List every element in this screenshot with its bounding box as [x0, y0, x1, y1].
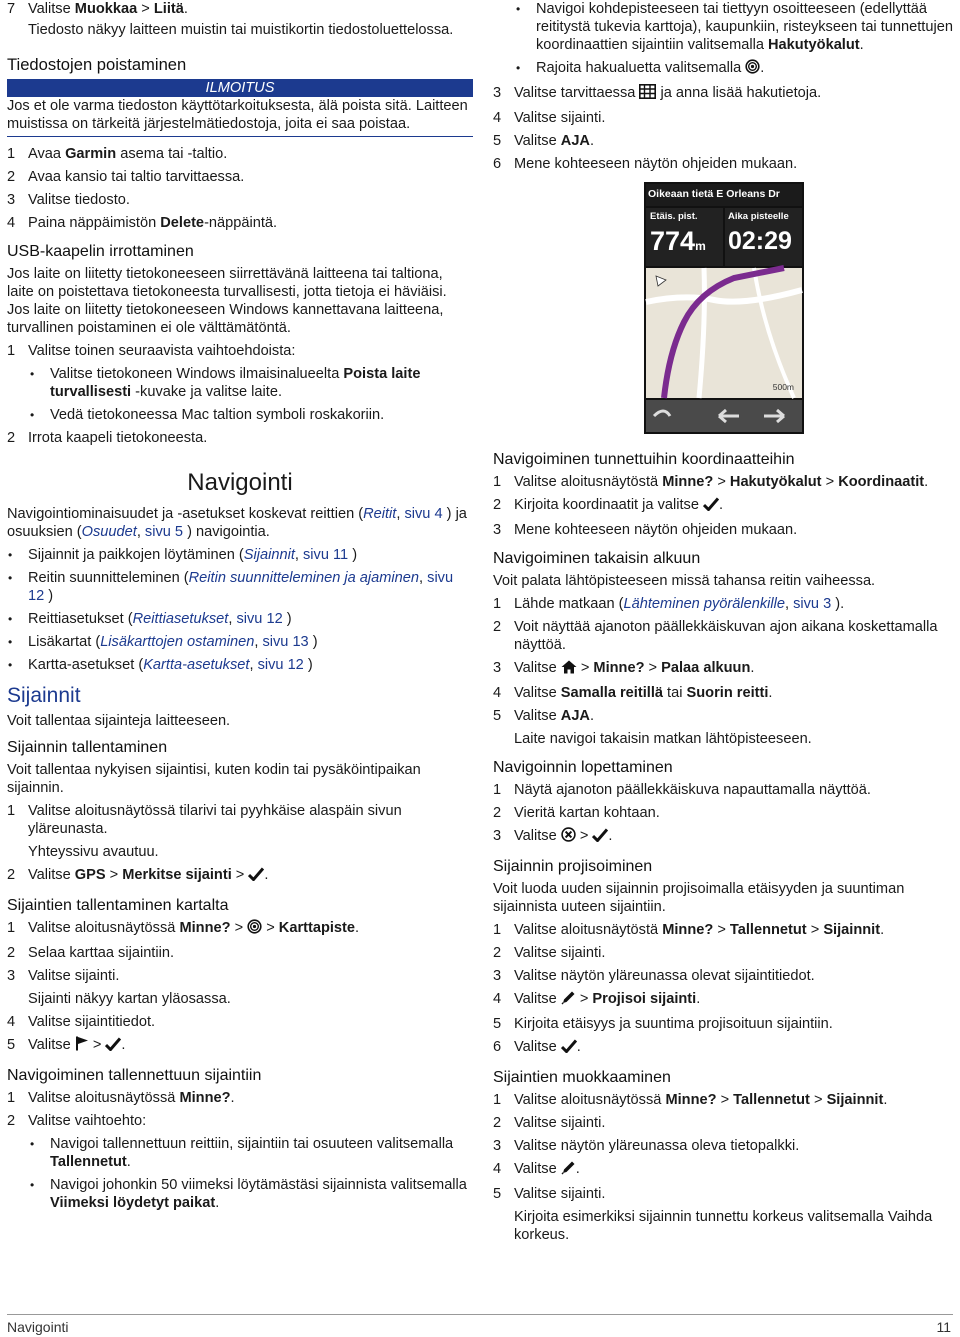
page-link[interactable]: sivu 11: [303, 547, 349, 563]
step-number: 3: [493, 828, 502, 844]
distance-value: 774: [650, 226, 696, 256]
section-heading: Sijaintien muokkaaminen: [493, 1069, 671, 1086]
link-reitit[interactable]: Reitit: [363, 506, 397, 522]
proj-step-2: [493, 944, 953, 962]
text: Reittiasetukset (: [28, 611, 133, 627]
text: ,: [396, 506, 405, 522]
step-number: 2: [493, 945, 502, 961]
text: Kirjoita koordinaatit ja valitse: [514, 497, 703, 513]
section-heading: Navigoiminen takaisin alkuun: [493, 550, 701, 567]
text: >: [713, 474, 730, 490]
text: Sijainnit ja paikkojen löytäminen (: [28, 547, 244, 563]
text: Vedä tietokoneessa Mac taltion symboli roskakoriin.: [50, 407, 385, 423]
step-5: [493, 132, 953, 150]
page-link[interactable]: sivu 12: [236, 611, 283, 627]
coord-step-2: [493, 496, 953, 516]
back-step-4: [493, 684, 953, 702]
home-icon: [561, 660, 577, 679]
check-icon: [248, 867, 264, 886]
text: Lähde matkaan (: [514, 596, 624, 612]
text: Mene kohteeseen näytön ohjeiden mukaan.: [514, 522, 798, 538]
step-note: Sijainti näkyy kartan yläosassa.: [28, 991, 231, 1007]
page-link[interactable]: sivu 12: [28, 570, 454, 604]
cross-ref-link[interactable]: Lähteminen pyörälenkille: [623, 596, 785, 612]
paragraph: Voit tallentaa nykyisen sijaintisi, kuten kodin tai pysäköintipaikan sijainnin.: [7, 762, 421, 796]
delete-step-2: [7, 168, 473, 186]
text: Valitse aloitusnäytössä: [514, 1092, 666, 1108]
text: .: [575, 1161, 580, 1177]
step-number: 6: [493, 156, 502, 172]
text: Viimeksi löydetyt paikat: [50, 1195, 216, 1211]
text: >: [809, 1092, 827, 1108]
section-heading: Navigoinnin lopettaminen: [493, 759, 673, 776]
text: >: [821, 474, 839, 490]
text: Paina näppäimistön: [28, 215, 161, 231]
step-number: 1: [493, 922, 502, 938]
text: Valitse toinen seuraavista vaihtoehdoista:: [28, 343, 296, 359]
text: Palaa alkuun: [661, 660, 751, 676]
text: .: [768, 685, 773, 701]
step-number: 3: [493, 660, 502, 676]
section-heading: Navigoiminen tunnettuihin koordinaatteihin: [493, 451, 795, 468]
unit: m: [695, 239, 706, 253]
delete-step-1: [7, 145, 473, 163]
text: Valitse: [28, 1, 75, 17]
page-link[interactable]: sivu 4: [404, 506, 443, 522]
text: Reitin suunnitteleminen (: [28, 570, 189, 586]
link-osuudet[interactable]: Osuudet: [81, 524, 137, 540]
right-column: [493, 0, 953, 1249]
step-number: 5: [493, 708, 502, 724]
text: Voit näyttää ajanoton päällekkäiskuvan ajon aikana koskettamalla näyttöä.: [514, 619, 938, 653]
close-circle-icon: [561, 827, 576, 847]
text: Mene kohteeseen näytön ohjeiden mukaan.: [514, 156, 798, 172]
step-number: 3: [7, 192, 16, 208]
step-number: 3: [493, 85, 502, 101]
text: Valitse näytön yläreunassa olevat sijaintitiedot.: [514, 968, 815, 984]
text: .: [183, 1, 188, 17]
step-number: 4: [493, 685, 502, 701]
text: Minne?: [665, 1092, 717, 1108]
text: .: [608, 828, 613, 844]
section-title: Sijainnit: [7, 684, 81, 707]
text: Irrota kaapeli tietokoneesta.: [28, 430, 208, 446]
text: Valitse sijainti.: [28, 968, 120, 984]
text: Valitse näytön yläreunassa oleva tietopalkki.: [514, 1138, 800, 1154]
edit-step-5: [493, 1185, 953, 1203]
text: Minne?: [662, 474, 714, 490]
text: Minne?: [593, 660, 645, 676]
device-screenshot: [644, 182, 804, 434]
text: Valitse tarvittaessa: [514, 85, 640, 101]
text: Rajoita hakualuetta valitsemalla: [536, 60, 746, 76]
check-icon: [561, 1039, 577, 1058]
text: Hakutyökalut: [768, 37, 860, 53]
step-number: 2: [7, 945, 16, 961]
text: Karttapiste: [278, 920, 356, 936]
back-step-3: [493, 659, 953, 679]
proj-step-4: [493, 990, 953, 1010]
step-number: 1: [493, 782, 502, 798]
turn-banner: Oikeaan tietä E Orleans Dr: [648, 188, 780, 200]
step-number: 4: [7, 215, 16, 231]
list-item: • Kartta-asetukset (Kartta-asetukset, sivu 12 ): [7, 656, 473, 674]
page-link[interactable]: sivu 13: [262, 634, 309, 650]
step-7: [7, 0, 473, 18]
paragraph: Voit tallentaa sijainteja laitteeseen.: [7, 713, 231, 729]
field-label: Etäis. pist.: [650, 211, 698, 222]
coord-step-1: [493, 473, 953, 491]
text: Valitse: [514, 1161, 561, 1177]
text: Sijainnit: [823, 922, 881, 938]
cross-ref-link[interactable]: Reittiasetukset: [132, 611, 229, 627]
edit-step-4: [493, 1160, 953, 1180]
paragraph: Voit luoda uuden sijainnin projisoimalla etäisyyden ja suuntiman sijainnista uuteen sijaintiin.: [493, 881, 905, 915]
section-heading: Sijainnin projisoiminen: [493, 858, 653, 875]
list-item: • Sijainnit ja paikkojen löytäminen (Sijainnit, sivu 11 ): [7, 546, 473, 564]
text: Valitse aloitusnäytössä: [28, 1090, 180, 1106]
step-number: 2: [493, 497, 502, 513]
text: tai: [663, 685, 687, 701]
map-step-2: [7, 944, 473, 962]
field-value: [650, 226, 706, 261]
notice-text: Jos et ole varma tiedoston käyttötarkoituksesta, älä poista sitä. Laitteen muistissa on tärkeitä järjestelmätiedostoja, joita ei saa poistaa.: [7, 98, 468, 132]
list-item: [7, 406, 473, 424]
step-number: 7: [7, 1, 16, 17]
text: .: [576, 1039, 581, 1055]
footer-section: Navigointi: [7, 1319, 69, 1335]
step-number: 2: [7, 169, 16, 185]
text: >: [231, 867, 249, 883]
step-number: 6: [493, 1039, 502, 1055]
text: Valitse: [514, 133, 561, 149]
text: -kuvake ja valitse laite.: [131, 384, 282, 400]
coord-step-3: [493, 521, 953, 539]
text: Tallennetut: [50, 1154, 127, 1170]
text: Minne?: [179, 920, 231, 936]
pencil-icon: [561, 990, 576, 1010]
text: .: [760, 60, 765, 76]
text: ,: [136, 524, 145, 540]
text: >: [806, 922, 824, 938]
text: Valitse sijainti.: [514, 1186, 606, 1202]
step-number: 2: [7, 430, 16, 446]
step-note: Yhteyssivu avautuu.: [28, 844, 159, 860]
text: Muokkaa: [74, 1, 138, 17]
text: .: [924, 474, 929, 490]
text: Valitse sijainti.: [514, 110, 606, 126]
page-link[interactable]: sivu 3: [793, 596, 832, 612]
section-heading: Sijaintien tallentaminen kartalta: [7, 897, 229, 914]
text: Koordinaatit: [838, 474, 925, 490]
step-number: 1: [493, 596, 502, 612]
text: ): [308, 634, 318, 650]
edit-step-3: [493, 1137, 953, 1155]
step-number: 2: [493, 805, 502, 821]
text: Valitse sijainti.: [514, 945, 606, 961]
back-step-5: [493, 707, 953, 725]
step-note: Laite navigoi takaisin matkan lähtöpisteeseen.: [514, 731, 812, 747]
step-number: 1: [7, 343, 16, 359]
text: >: [105, 867, 123, 883]
text: >: [575, 828, 593, 844]
text: Projisoi sijainti: [592, 991, 697, 1007]
text: ) ja osuuksien (: [7, 506, 467, 540]
text: Poista laite turvallisesti: [50, 366, 421, 400]
text: Tallennetut: [733, 1092, 810, 1108]
text: Hakutyökalut: [729, 474, 822, 490]
step-number: 5: [493, 1016, 502, 1032]
text: Kartta-asetukset (: [28, 657, 144, 673]
paragraph: Jos laite on liitetty tietokoneeseen siirrettävänä laitteena tai taltiona, laite on poistettava tietokoneesta turvallisesti, jotta tietoja ei häviäisi. Jos laite on liitetty tietokoneeseen Windows kannettavana laitteena, turvallinen poistaminen ei ole välttämätöntä.: [7, 266, 447, 336]
saved-step-2: [7, 1112, 473, 1130]
step-number: 3: [493, 1138, 502, 1154]
step-number: 2: [493, 619, 502, 635]
edit-step-2: [493, 1114, 953, 1132]
text: Selaa karttaa sijaintiin.: [28, 945, 175, 961]
text: Avaa: [28, 146, 66, 162]
text: ): [303, 657, 313, 673]
save-step-1: [7, 802, 473, 838]
delete-step-4: [7, 214, 473, 232]
text: >: [88, 1037, 106, 1053]
usb-step-1: [7, 342, 473, 360]
text: Navigoi tallennettuun reittiin, sijaintiin tai osuuteen valitsemalla: [50, 1136, 454, 1152]
text: .: [355, 920, 360, 936]
text: Valitse: [514, 685, 561, 701]
text: .: [883, 1092, 888, 1108]
text: Valitse: [514, 708, 561, 724]
proj-step-3: [493, 967, 953, 985]
text: .: [750, 660, 755, 676]
list-item: [7, 1135, 473, 1171]
text: -näppäintä.: [204, 215, 278, 231]
step-number: 2: [7, 867, 16, 883]
step-note: Tiedosto näkyy laitteen muistin tai muistikortin tiedostoluettelossa.: [28, 22, 454, 38]
check-icon: [703, 497, 719, 516]
cross-ref-link[interactable]: Sijainnit: [243, 547, 295, 563]
text: ).: [831, 596, 845, 612]
text: .: [121, 1037, 126, 1053]
text: >: [713, 922, 730, 938]
target-icon: [247, 919, 262, 939]
field-label: Aika pisteelle: [728, 211, 789, 222]
text: Avaa kansio tai taltio tarvittaessa.: [28, 169, 245, 185]
text: Valitse tietokoneen Windows ilmaisinalueelta: [50, 366, 344, 382]
text: Valitse: [514, 1039, 561, 1055]
text: Näytä ajanoton päällekkäiskuva napauttamalla näyttöä.: [514, 782, 871, 798]
text: ): [348, 547, 358, 563]
text: Minne?: [662, 922, 714, 938]
back-step-2: [493, 618, 953, 654]
chapter-title: Navigointi: [187, 469, 293, 496]
step-number: 2: [493, 1115, 502, 1131]
step-note: Kirjoita esimerkiksi sijainnin tunnettu korkeus valitsemalla Vaihda korkeus.: [514, 1209, 933, 1243]
list-item: [7, 365, 473, 401]
step-number: 1: [7, 146, 16, 162]
text: GPS: [74, 867, 106, 883]
map-step-4: [7, 1013, 473, 1031]
step-number: 4: [493, 991, 502, 1007]
text: Merkitse sijainti: [122, 867, 232, 883]
list-item: [493, 0, 953, 54]
text: Valitse sijainti.: [514, 1115, 606, 1131]
stop-step-2: [493, 804, 953, 822]
text: >: [262, 920, 279, 936]
save-step-2: 2 Valitse GPS > Merkitse sijainti > .: [7, 866, 473, 886]
text: Valitse aloitusnäytöstä: [514, 922, 663, 938]
step-number: 1: [7, 920, 16, 936]
step-number: 5: [493, 133, 502, 149]
list-item: • Reitin suunnitteleminen (Reitin suunnitteleminen ja ajaminen, sivu 12 ): [7, 569, 473, 605]
step-number: 5: [7, 1037, 16, 1053]
text: Valitse sijaintitiedot.: [28, 1014, 156, 1030]
text: Tallennetut: [729, 922, 807, 938]
map-step-5: [7, 1036, 473, 1056]
text: .: [589, 708, 595, 724]
section-heading: USB-kaapelin irrottaminen: [7, 243, 194, 260]
text: Sijainnit: [826, 1092, 884, 1108]
text: .: [215, 1195, 220, 1211]
cross-ref-link[interactable]: Reitin suunnitteleminen ja ajaminen: [188, 570, 420, 586]
map-scale: 500m: [772, 382, 794, 392]
section-heading: Sijainnin tallentaminen: [7, 739, 168, 756]
paragraph: [7, 505, 473, 541]
text: Navigointiominaisuudet ja -asetukset koskevat reittien (: [7, 506, 364, 522]
saved-step-1: [7, 1089, 473, 1107]
map-step-3: [7, 967, 473, 985]
stop-step-3: [493, 827, 953, 847]
text: >: [575, 991, 593, 1007]
map-step-1: [7, 919, 473, 939]
text: Lisäkartat (: [28, 634, 101, 650]
usb-step-2: [7, 429, 473, 447]
text: .: [880, 922, 885, 938]
text: Vieritä kartan kohtaan.: [514, 805, 660, 821]
edit-step-1: [493, 1091, 953, 1109]
page-number: 11: [936, 1319, 951, 1335]
text: >: [137, 1, 154, 17]
text: Minne?: [179, 1090, 231, 1106]
page-footer: [7, 1318, 953, 1336]
cross-ref-link[interactable]: Lisäkarttojen ostaminen: [100, 634, 255, 650]
step-number: 1: [7, 1090, 16, 1106]
text: >: [716, 1092, 734, 1108]
text: Delete: [160, 215, 205, 231]
text: Navigoi kohdepisteeseen tai tiettyyn osoitteeseen (edellyttää reititystä tukevia karttoja), kaupunkiin, risteykseen tai tunnettujen koordinaattien sijaintiin valitsemalla: [536, 1, 953, 53]
step-3: [493, 84, 953, 104]
text: Valitse tiedosto.: [28, 192, 130, 208]
footer-divider: [7, 1314, 953, 1315]
step-4: [493, 109, 953, 127]
section-heading: Navigoiminen tallennettuun sijaintiin: [7, 1067, 262, 1084]
text: ): [282, 611, 292, 627]
text: Garmin: [65, 146, 117, 162]
text: >: [576, 660, 594, 676]
field-value: 02:29: [728, 227, 792, 255]
step-number: 2: [7, 1113, 16, 1129]
text: AJA: [560, 708, 590, 724]
text: Valitse vaihtoehto:: [28, 1113, 147, 1129]
target-icon: [745, 59, 760, 79]
text: Valitse: [28, 867, 75, 883]
text: Samalla reitillä: [560, 685, 663, 701]
text: Valitse aloitusnäytössä tilarivi tai pyyhkäise alaspäin sivun yläreunasta.: [28, 803, 402, 837]
text: .: [696, 991, 701, 1007]
step-number: 1: [7, 803, 16, 819]
list-item: [493, 59, 953, 79]
text: .: [589, 133, 595, 149]
text: Liitä: [153, 1, 184, 17]
text: Kirjoita etäisyys ja suuntima projisoituun sijaintiin.: [514, 1016, 833, 1032]
left-column: [7, 0, 473, 1217]
proj-step-6: [493, 1038, 953, 1058]
step-6: [493, 155, 953, 173]
text: Valitse: [514, 828, 561, 844]
text: >: [230, 920, 248, 936]
section-heading: Tiedostojen poistaminen: [7, 55, 187, 74]
list-item: • Reittiasetukset (Reittiasetukset, sivu 12 ): [7, 610, 473, 628]
stop-step-1: [493, 781, 953, 799]
text: .: [126, 1154, 131, 1170]
notice-title: ILMOITUS: [7, 79, 473, 97]
proj-step-5: [493, 1015, 953, 1033]
flag-icon: [75, 1036, 89, 1056]
step-number: 1: [493, 1092, 502, 1108]
step-number: 3: [493, 968, 502, 984]
text: Valitse: [514, 991, 561, 1007]
step-number: 4: [7, 1014, 16, 1030]
paragraph: Voit palata lähtöpisteeseen missä tahansa reitin vaiheessa.: [493, 573, 876, 589]
text: Valitse: [514, 660, 561, 676]
notice-box: [7, 79, 473, 137]
check-icon: [592, 828, 608, 847]
text: asema tai -taltio.: [116, 146, 228, 162]
step-number: 3: [493, 522, 502, 538]
text: .: [230, 1090, 235, 1106]
step-number: 4: [493, 110, 502, 126]
check-icon: [105, 1037, 121, 1056]
text: Valitse aloitusnäytöstä: [514, 474, 663, 490]
pencil-icon: [561, 1160, 576, 1180]
text: Valitse aloitusnäytössä: [28, 920, 180, 936]
list-item: • Lisäkartat (Lisäkarttojen ostaminen, sivu 13 ): [7, 633, 473, 651]
step-number: 5: [493, 1186, 502, 1202]
text: AJA: [560, 133, 590, 149]
text: Valitse: [28, 1037, 75, 1053]
page-link[interactable]: sivu 12: [257, 657, 304, 673]
text: ja anna lisää hakutietoja.: [656, 85, 822, 101]
back-step-1: 1 Lähde matkaan (Lähteminen pyörälenkille, sivu 3 ).: [493, 596, 845, 612]
text: Navigoi johonkin 50 viimeksi löytämästäsi sijainnista valitsemalla: [50, 1177, 467, 1193]
text: .: [719, 497, 724, 513]
keyboard-grid-icon: [639, 84, 656, 104]
step-number: 3: [7, 968, 16, 984]
step-number: 1: [493, 474, 502, 490]
text: ): [44, 588, 54, 604]
text: .: [859, 37, 864, 53]
text: Suorin reitti: [686, 685, 769, 701]
text: >: [644, 660, 662, 676]
page-link[interactable]: sivu 5: [144, 524, 184, 540]
text: ) navigointia.: [183, 524, 270, 540]
cross-ref-link[interactable]: Kartta-asetukset: [143, 657, 250, 673]
step-number: 4: [493, 1161, 502, 1177]
proj-step-1: [493, 921, 953, 939]
list-item: [7, 1176, 473, 1212]
delete-step-3: [7, 191, 473, 209]
